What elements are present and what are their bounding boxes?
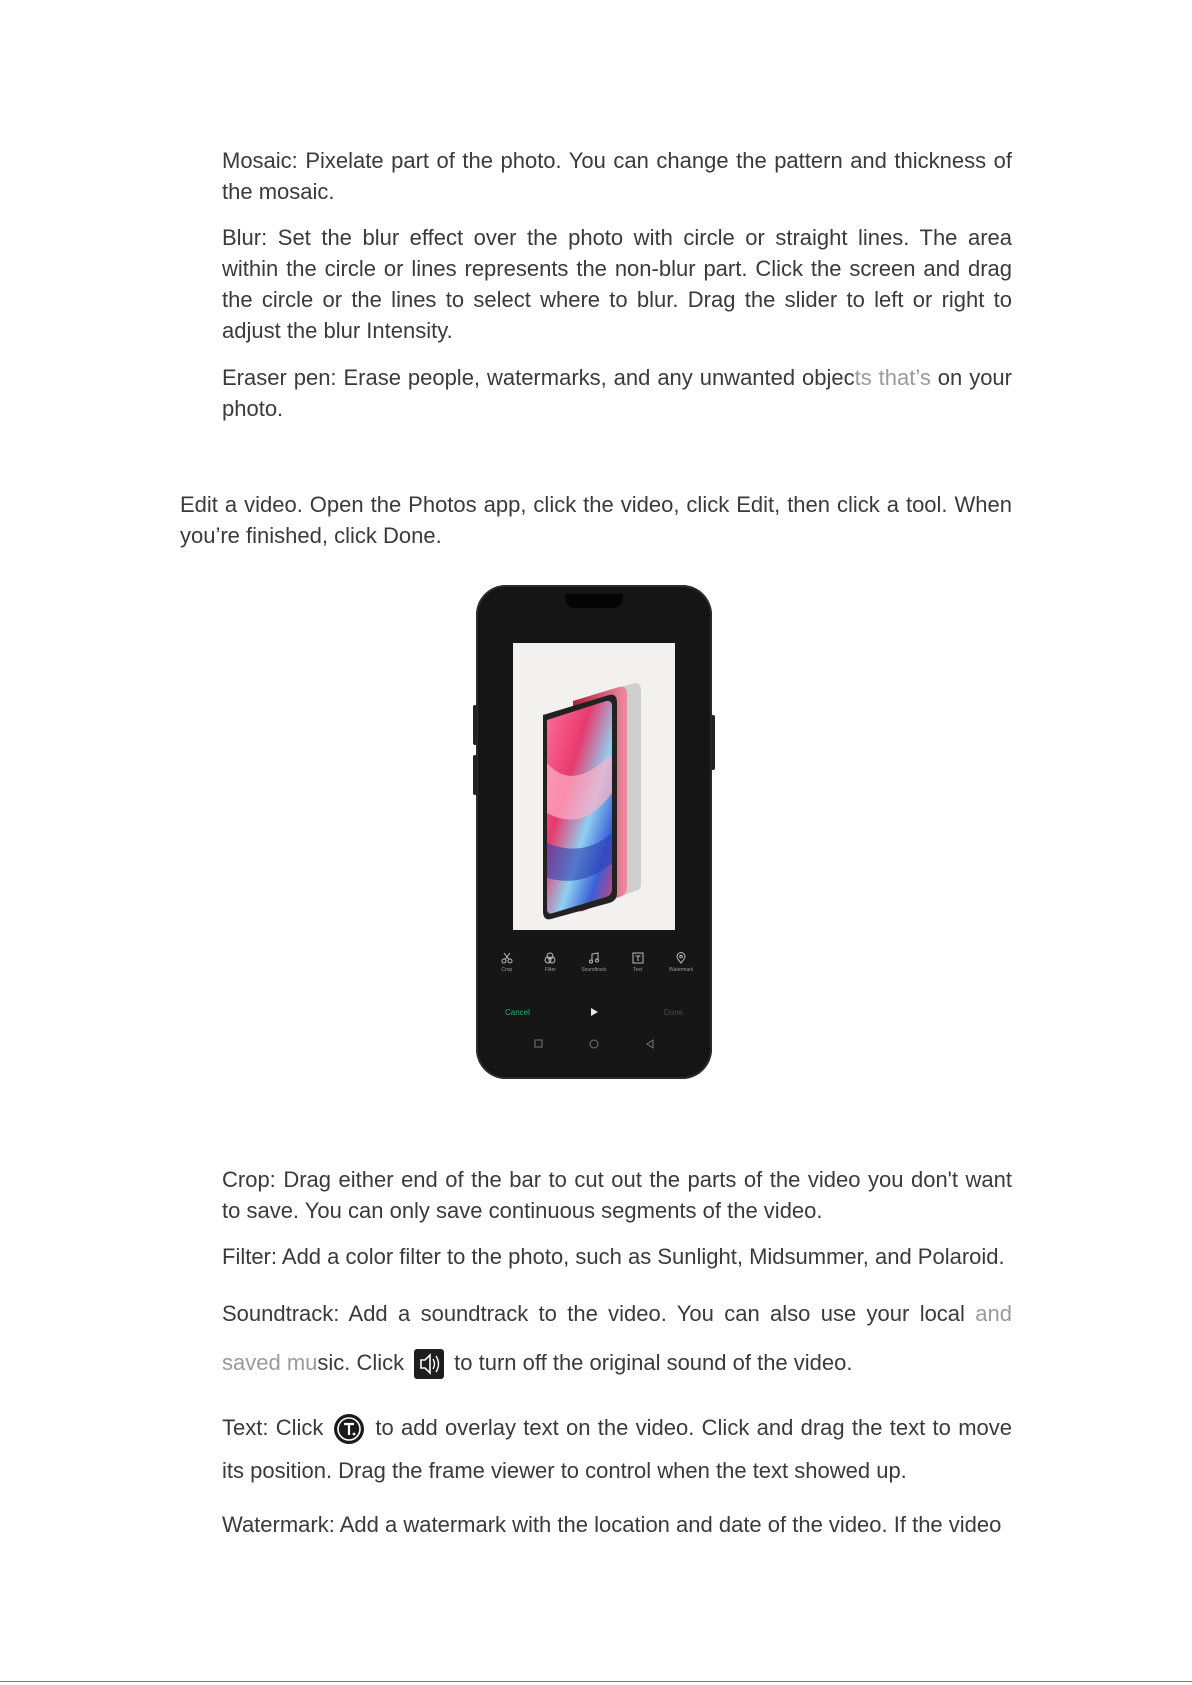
phone-notch	[565, 594, 623, 608]
text-icon	[632, 952, 644, 964]
filter-icon	[544, 952, 556, 964]
eraser-paragraph	[222, 362, 1012, 424]
done-button[interactable]: Done	[663, 1008, 683, 1017]
watermark-paragraph: Watermark: Add a watermark with the location and date of the video. If the video	[222, 1512, 1002, 1537]
tool-label: Watermark	[669, 967, 694, 973]
text-tool-text: Text: Click	[222, 1415, 324, 1440]
recent-apps-icon[interactable]	[535, 1040, 542, 1047]
text-paragraph	[222, 1406, 1012, 1492]
eraser-text-end: on your photo.	[222, 365, 1012, 421]
mosaic-paragraph: Mosaic: Pixelate part of the photo. You can change the pattern and thickness of the mosaic.	[222, 148, 1012, 204]
video-edit-actions	[485, 1004, 703, 1024]
music-note-icon	[588, 952, 600, 964]
soundtrack-text: Soundtrack: Add a soundtrack to the video. You can also use your local	[222, 1301, 965, 1326]
tool-crop[interactable]	[487, 952, 527, 992]
edit-video-paragraph: Edit a video. Open the Photos app, click the video, click Edit, then click a tool. When you’re finished, click Done.	[180, 492, 1012, 548]
tool-label: Text	[632, 967, 643, 973]
scissors-icon	[501, 952, 513, 964]
location-pin-icon	[675, 952, 687, 964]
tool-label: Filter	[544, 967, 556, 973]
tool-text[interactable]	[618, 952, 658, 992]
nav-buttons	[485, 1034, 703, 1054]
phone-screen	[485, 594, 703, 1070]
soundtrack-paragraph	[222, 1289, 1012, 1387]
phone-side-button	[473, 705, 477, 745]
phone-mockup	[476, 585, 712, 1079]
play-icon[interactable]	[589, 1007, 599, 1017]
cancel-button[interactable]: Cancel	[505, 1008, 530, 1017]
video-preview[interactable]	[513, 643, 675, 930]
page-bottom-rule	[0, 1681, 1192, 1682]
soundtrack-faded-text: and saved mu	[222, 1301, 1012, 1375]
eraser-text: Eraser pen: Erase people, watermarks, and any unwanted objec	[222, 365, 855, 390]
phone-power-button	[711, 715, 715, 770]
phone-product-image	[513, 643, 675, 930]
text-overlay-icon	[333, 1413, 365, 1445]
text-tool-text-end: to add overlay text on the video. Click and drag the text to move its position. Drag the frame viewer to control when the text showed up.	[222, 1415, 1012, 1483]
eraser-faded-text: ts that’s	[854, 365, 931, 390]
soundtrack-text-mid: sic. Click	[317, 1350, 405, 1375]
phone-side-button	[473, 755, 477, 795]
back-icon[interactable]	[647, 1040, 653, 1048]
phone-nav-bar	[485, 1034, 703, 1054]
tool-filter[interactable]	[530, 952, 570, 992]
home-icon[interactable]	[590, 1040, 598, 1048]
tool-soundtrack[interactable]	[574, 952, 614, 992]
soundtrack-text-end: to turn off the original sound of the video.	[454, 1350, 853, 1375]
tool-watermark[interactable]	[661, 952, 701, 992]
crop-paragraph: Crop: Drag either end of the bar to cut out the parts of the video you don't want to save. You can only save continuous segments of the video.	[222, 1167, 1012, 1223]
blur-paragraph: Blur: Set the blur effect over the photo with circle or straight lines. The area within the circle or lines represents the non-blur part. Click the screen and drag the circle or the lines to select where to blur. Drag the slider to left or right to adjust the blur Intensity.	[222, 225, 1012, 343]
speaker-icon	[414, 1349, 444, 1379]
filter-paragraph: Filter: Add a color filter to the photo, such as Sunlight, Midsummer, and Polaroid.	[222, 1244, 1005, 1269]
tool-label: Crop	[501, 967, 513, 973]
video-edit-toolbar	[485, 952, 703, 992]
tool-label: Soundtrack	[581, 967, 607, 973]
